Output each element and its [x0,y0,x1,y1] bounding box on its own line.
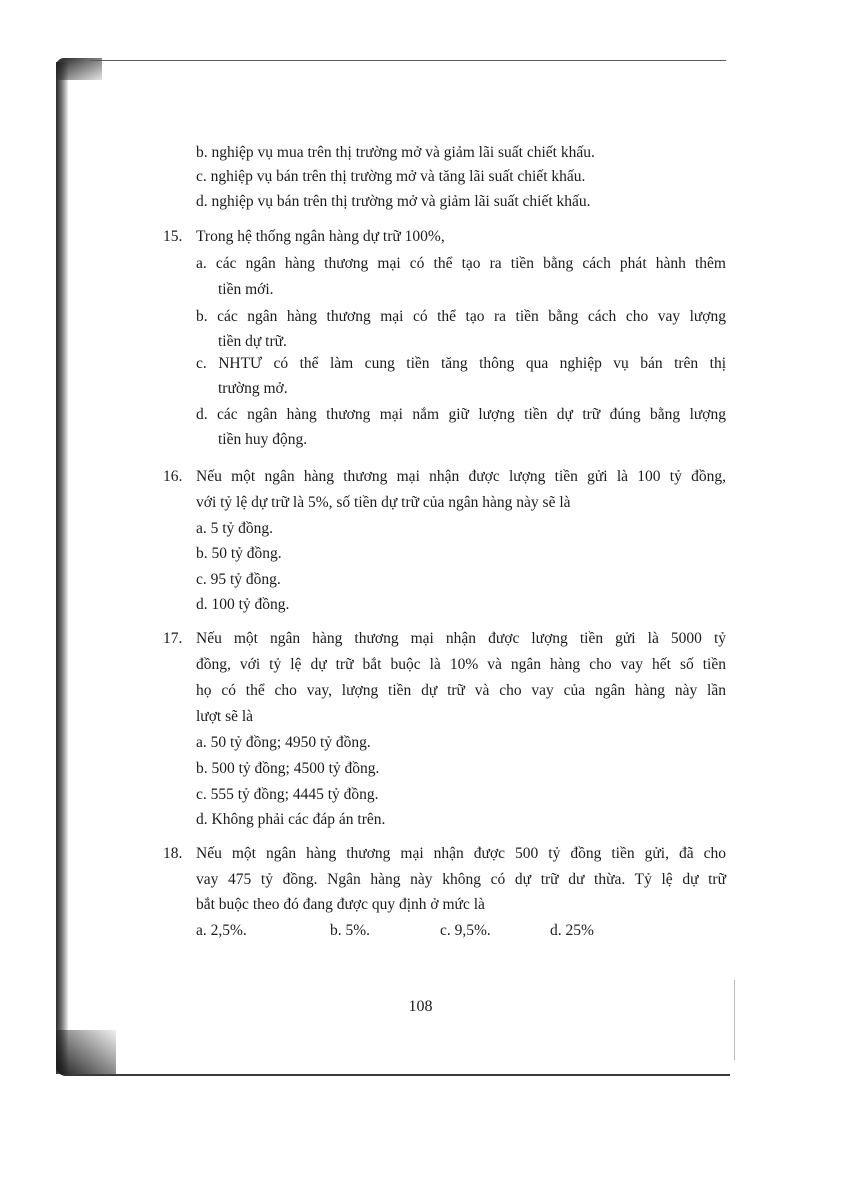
question-17-option-d: d. Không phải các đáp án trên. [196,811,386,828]
question-15-option-d: d. các ngân hàng thương mại nắm giữ lượng tiền dự trữ đúng bằng lượng [196,406,726,423]
carryover-option-c: c. nghiệp vụ bán trên thị trường mở và tăng lãi suất chiết khấu. [196,168,586,185]
carryover-option-d: d. nghiệp vụ bán trên thị trường mở và giảm lãi suất chiết khấu. [196,193,591,210]
question-17-stem-line1: Nếu một ngân hàng thương mại nhận được lượng tiền gửi là 5000 tỷ [196,630,726,647]
question-16-stem-line2: với tỷ lệ dự trữ là 5%, số tiền dự trữ của ngân hàng này sẽ là [196,494,571,511]
question-18-option-b: b. 5%. [330,922,371,939]
question-15-option-d-cont: tiền huy động. [218,431,308,448]
page-number: 108 [408,998,433,1015]
question-18-stem-line1: Nếu một ngân hàng thương mại nhận được 500 tỷ đồng tiền gửi, đã cho [196,845,726,862]
question-15-option-b: b. các ngân hàng thương mại có thể tạo ra tiền bằng cách cho vay lượng [196,308,726,325]
carryover-option-b: b. nghiệp vụ mua trên thị trường mở và giảm lãi suất chiết khấu. [196,144,595,161]
question-16-option-d: d. 100 tỷ đồng. [196,596,290,613]
question-15-option-a: a. các ngân hàng thương mại có thể tạo ra tiền bằng cách phát hành thêm [196,255,726,272]
question-17-stem-line2: đồng, với tỷ lệ dự trữ bắt buộc là 10% và ngân hàng cho vay hết số tiền [196,656,726,673]
question-18-option-c: c. 9,5%. [440,922,491,939]
question-16-option-c: c. 95 tỷ đồng. [196,571,281,588]
question-17-stem-line4: lượt sẽ là [196,708,254,725]
question-18-option-d: d. 25% [550,922,594,939]
question-16-number: 16. [163,468,183,485]
question-15-option-c-cont: trường mở. [218,380,288,397]
question-15-option-b-cont: tiền dự trữ. [218,333,287,350]
question-16-option-a: a. 5 tỷ đồng. [196,520,274,537]
question-18-stem-line2: vay 475 tỷ đồng. Ngân hàng này không có dự trữ dư thừa. Tỷ lệ dự trữ [196,871,726,888]
question-18-option-a: a. 2,5%. [196,922,247,939]
question-15-stem: Trong hệ thống ngân hàng dự trữ 100%, [196,228,445,245]
question-17-option-c: c. 555 tỷ đồng; 4445 tỷ đồng. [196,786,379,803]
question-16-option-b: b. 50 tỷ đồng. [196,545,282,562]
question-15-number: 15. [163,228,183,245]
question-18-stem-line3: bắt buộc theo đó đang được quy định ở mức là [196,896,485,913]
question-18-number: 18. [163,845,183,862]
question-15-option-c: c. NHTƯ có thể làm cung tiền tăng thông qua nghiệp vụ bán trên thị [196,355,726,372]
question-17-option-b: b. 500 tỷ đồng; 4500 tỷ đồng. [196,760,380,777]
question-16-stem-line1: Nếu một ngân hàng thương mại nhận được lượng tiền gửi là 100 tỷ đồng, [196,468,726,485]
question-17-option-a: a. 50 tỷ đồng; 4950 tỷ đồng. [196,734,371,751]
question-15-option-a-cont: tiền mới. [218,281,274,298]
question-18-options [196,920,616,942]
question-17-stem-line3: họ có thể cho vay, lượng tiền dự trữ và cho vay của ngân hàng này lần [196,682,726,699]
question-17-number: 17. [163,630,183,647]
